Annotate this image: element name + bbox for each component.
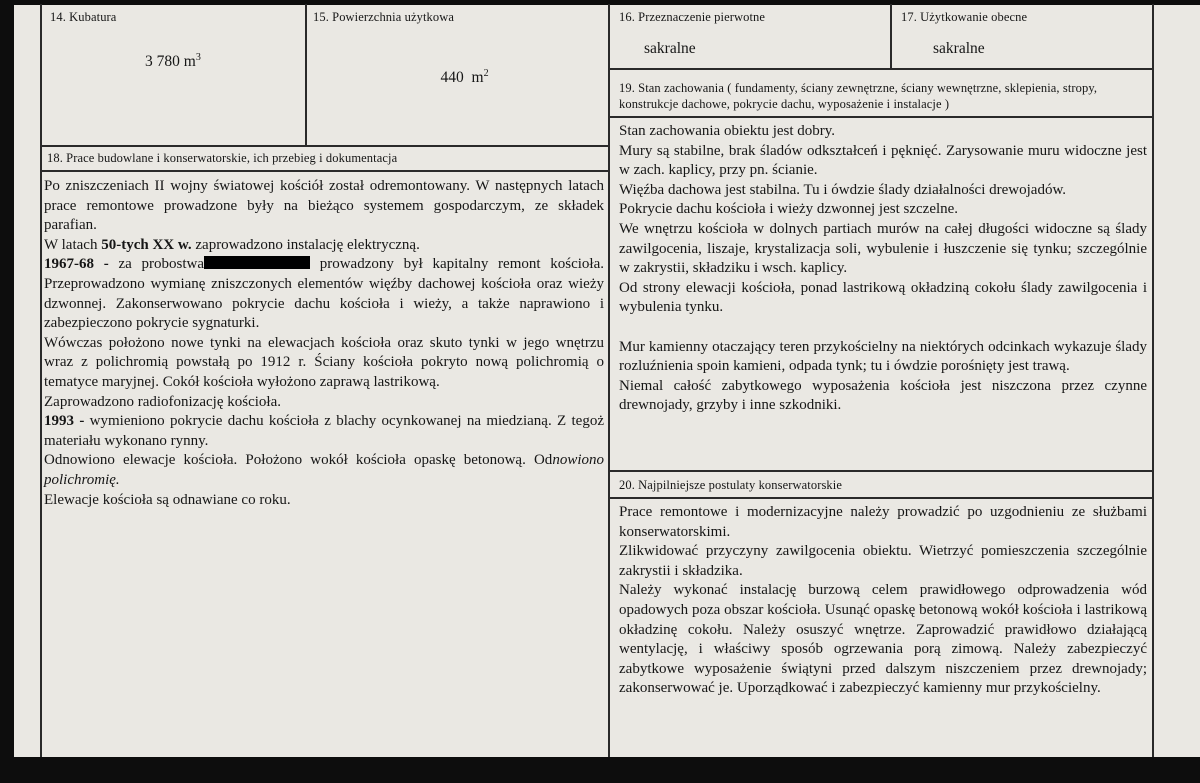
border-16-17-divider (890, 4, 892, 70)
paragraph: 1967-68 - za probostwa prowadzony był kapitalny remont kościoła. Przeprowadzono wymianę zniszczonych elementów więźby dachowej kościoła oraz wieży dzwonnej. Zakonserwowano pokrycie dachu kościoła i wieży, a także naprawiono i zabezpieczono pokrycie sygnaturki. (44, 256, 604, 332)
field-15-exponent: 2 (483, 68, 489, 79)
paragraph: Niemal całość zabytkowego wyposażenia kościoła jest niszczona przez czynne drewnojady, grzyby i inne szkodniki. (619, 377, 1147, 414)
paragraph: Elewacje kościoła są odnawiane co roku. (44, 491, 291, 508)
paragraph: Zaprowadzono radiofonizację kościoła. (44, 393, 281, 410)
scan-edge-bottom (0, 757, 1200, 783)
border-under-16-17 (608, 68, 1154, 70)
field-18-body (44, 177, 604, 510)
field-20-label: 20. Najpilniejsze postulaty konserwatorskie (619, 478, 843, 492)
field-17-label: 17. Użytkowanie obecne (901, 10, 1028, 24)
paragraph: Należy wykonać instalację burzową celem prawidłowego odprowadzenia wód opadowych poza obszar kościoła. Usunąć opaskę betonową wokół kościoła i lastrikową okładzinę cokołu. Należy osuszyć wnętrze. Zaprowadzić prawidłowo działającą wentylację, i właściwy sposób ogrzewania porą zimową. Należy zabezpieczyć zabytkowe wyposażenie świątyni przed dalszym niszczeniem przez drewnojady; zakonserwować je. Uporządkować i zabezpieczyć kamienny mur przykościelny. (619, 582, 1147, 697)
field-20-body (619, 503, 1147, 699)
field-15-number: 440 m (440, 69, 484, 87)
border-left-vertical (40, 4, 42, 757)
field-19-body (619, 122, 1147, 416)
paragraph: Od strony elewacji kościoła, ponad lastrikową okładziną cokołu ślady zawilgocenia i wybulenia tynku. (619, 279, 1147, 316)
paragraph: Wówczas położono nowe tynki na elewacjach kościoła oraz skuto tynki w jego wnętrzu wraz z polichromią powstałą po 1912 r. Ściany kościoła pokryto nową polichromią o tematyce maryjnej. Cokół kościoła wyłożono zaprawą lastrikową. (44, 334, 604, 390)
scan-edge-top (0, 0, 1200, 5)
paragraph: Zlikwidować przyczyny zawilgocenia obiektu. Wietrzyć pomieszczenia szczególnie zakrystii i składzika. (619, 543, 1147, 579)
field-17-value: sakralne (933, 40, 985, 57)
paragraph: Prace remontowe i modernizacyjne należy prowadzić po uzgodnieniu ze służbami konserwatorskimi. (619, 504, 1147, 540)
field-19-label: 19. Stan zachowania ( fundamenty, ściany zewnętrzne, ściany wewnętrzne, sklepienia, stropy, konstrukcje dachowe, pokrycie dachu, wyposażenie i instalacje ) (619, 81, 1098, 111)
paragraph: Pokrycie dachu kościoła i wieży dzwonnej jest szczelne. (619, 201, 959, 218)
paragraph: W latach 50-tych XX w. zaprowadzono instalację elektryczną. (44, 236, 420, 253)
field-15-label: 15. Powierzchnia użytkowa (313, 10, 455, 24)
scan-edge-left (0, 0, 14, 783)
field-15-value (425, 50, 489, 105)
border-under-14-15 (40, 145, 610, 147)
paragraph: Stan zachowania obiektu jest dobry. (619, 123, 836, 139)
field-14-number: 3 780 m (145, 53, 196, 71)
redaction-box (204, 256, 310, 269)
border-14-15-divider (305, 4, 307, 147)
border-under-20-label (608, 497, 1154, 499)
paragraph: 1993 - wymieniono pokrycie dachu kościoła z blachy ocynkowanej na miedzianą. Z tegoż materiału wykonano rynny. (44, 413, 604, 449)
border-under-19-label (608, 116, 1154, 118)
paragraph: Po zniszczeniach II wojny światowej kościół został odremontowany. W następnych latach prace remontowe prowadzone były na bieżąco systemem gospodarczym, ze składek parafian. (44, 178, 604, 234)
border-under-18-label (40, 170, 610, 172)
paragraph: We wnętrzu kościoła w dolnych partiach murów na całej długości widoczne są ślady zawilgocenia, liszaje, krystalizacja soli, wybulenie i łuszczenie się tynku; szczególnie w zakrystii, składziku i wsch. kaplicy. (619, 220, 1147, 277)
paragraph: Mur kamienny otaczający teren przykościelny na niektórych odcinkach wykazuje ślady rozluźnienia spoin kamieni, odpada tynk; tu i ówdzie porośnięty jest trawą. (619, 338, 1147, 375)
paragraph: Mury są stabilne, brak śladów odkształceń i pęknięć. Zarysowanie muru widoczne jest w zach. kaplicy, przy pn. ścianie. (619, 142, 1147, 179)
field-16-value: sakralne (644, 40, 696, 57)
field-14-label: 14. Kubatura (50, 10, 117, 24)
paragraph: Więźba dachowa jest stabilna. Tu i ówdzie ślady działalności drewojadów. (619, 181, 1067, 198)
field-14-value (145, 52, 201, 71)
border-19-20-divider (608, 470, 1154, 472)
paragraph: Odnowiono elewacje kościoła. Położono wokół kościoła opaskę betonową. Odnowiono polichromię. (44, 452, 604, 488)
field-14-exponent: 3 (195, 52, 201, 63)
field-16-label: 16. Przeznaczenie pierwotne (619, 10, 766, 24)
field-18-label: 18. Prace budowlane i konserwatorskie, ich przebieg i dokumentacja (47, 151, 398, 165)
